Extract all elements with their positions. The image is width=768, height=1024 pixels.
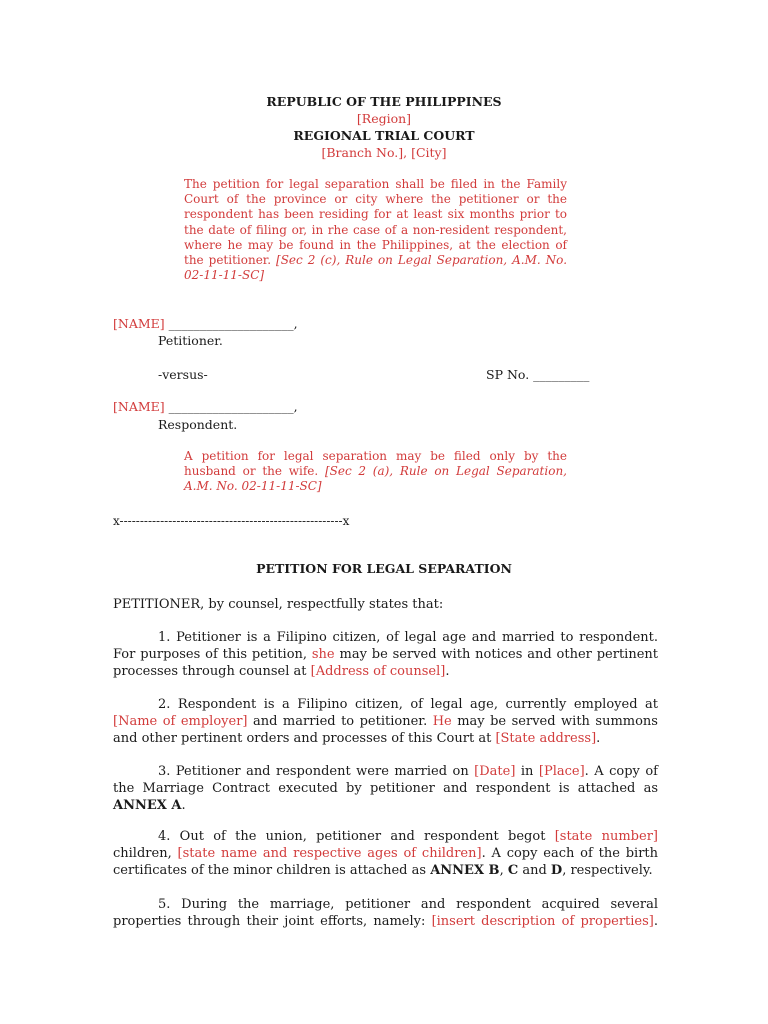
note-filing-venue-text: The petition for legal separation shall be filed in the Family Court of the province or city where the petitioner or the respondent has been residing for at least six months prior to the date of filing or, in rhe case of a non-resident respondent, where he may be found in the Philippines, at the election of the petitioner.	[184, 177, 567, 268]
note-who-may-file	[184, 449, 567, 495]
p4-text-d: , respectively.	[562, 863, 653, 878]
p4-text-b: children,	[113, 846, 178, 861]
caption-divider: x-------------------------------------------------------x	[113, 514, 350, 528]
sp-number: SP No. _________	[486, 367, 590, 382]
paragraph-3	[113, 763, 658, 814]
header-region: [Region]	[356, 111, 412, 126]
petition-title: PETITION FOR LEGAL SEPARATION	[256, 561, 512, 576]
p4-annex-d: D	[550, 863, 563, 878]
petitioner-label: Petitioner.	[158, 333, 223, 348]
p4-text-a: 4. Out of the union, petitioner and respondent begot	[158, 829, 555, 844]
respondent-name-placeholder: [NAME]	[113, 399, 165, 414]
p1-text-c: .	[445, 664, 450, 679]
note-who-may-file-citation: [Sec 2 (a), Rule on Legal Separation, A.M. No. 02-11-11-SC]	[184, 464, 567, 494]
petitioner-name-line	[113, 316, 298, 332]
p4-annex-b: ANNEX B	[430, 863, 500, 878]
header-branch-city: [Branch No.], [City]	[321, 145, 447, 160]
p2-text-d: .	[596, 731, 601, 746]
p3-date: [Date]	[474, 764, 516, 779]
versus-label: -versus-	[158, 367, 208, 382]
p1-address-counsel: [Address of counsel]	[310, 664, 446, 679]
p2-text-a: 2. Respondent is a Filipino citizen, of legal age, currently employed at	[158, 697, 658, 712]
note-filing-venue	[184, 177, 567, 283]
p4-comma: ,	[499, 863, 508, 878]
p2-state-address: [State address]	[495, 731, 597, 746]
note-who-may-file-text: A petition for legal separation may be filed only by the husband or the wife.	[184, 449, 567, 479]
p3-place: [Place]	[538, 764, 585, 779]
p3-text-d: .	[181, 798, 186, 813]
p3-text-b: in	[515, 764, 539, 779]
paragraph-1	[113, 629, 658, 680]
paragraph-5	[113, 896, 658, 930]
p2-text-c: may be served with summons and other pertinent orders and processes of this Court at	[113, 714, 658, 746]
p4-annex-c: C	[507, 863, 519, 878]
p1-text-b: may be served with notices and other pertinent processes through counsel at	[113, 647, 659, 679]
header-court: REGIONAL TRIAL COURT	[293, 128, 475, 143]
p4-children-names: [state name and respective ages of children]	[177, 846, 482, 861]
p5-text-a: 5. During the marriage, petitioner and respondent acquired several properties through their joint efforts, namely:	[113, 897, 658, 929]
p5-properties: [insert description of properties]	[431, 914, 654, 929]
p4-number: [state number]	[554, 829, 658, 844]
p1-pronoun: she	[311, 647, 335, 662]
p4-text-c: . A copy each of the birth certificates of the minor children is attached as	[113, 846, 659, 878]
respondent-name-blank: ____________________,	[164, 399, 298, 414]
petitioner-name-blank: ____________________,	[164, 316, 298, 331]
note-filing-venue-citation: [Sec 2 (c), Rule on Legal Separation, A.M. No. 02-11-11-SC]	[184, 253, 568, 283]
p5-text-b: .	[653, 914, 659, 929]
p4-and: and	[518, 863, 551, 878]
respondent-label: Respondent.	[158, 417, 238, 432]
p3-annex-a: ANNEX A	[113, 798, 182, 813]
petitioner-name-placeholder: [NAME]	[113, 316, 165, 331]
p2-pronoun: He	[432, 714, 452, 729]
paragraph-2	[113, 696, 658, 747]
header-republic: REPUBLIC OF THE PHILIPPINES	[266, 94, 502, 109]
p1-text-a: 1. Petitioner is a Filipino citizen, of legal age and married to respondent. For purposes of this petition,	[113, 630, 658, 662]
respondent-name-line	[113, 399, 298, 415]
p3-text-a: 3. Petitioner and respondent were married on	[158, 764, 475, 779]
p3-text-c: . A copy of the Marriage Contract executed by petitioner and respondent is attached as	[113, 764, 658, 796]
p2-text-b: and married to petitioner.	[247, 714, 433, 729]
paragraph-4	[113, 828, 658, 879]
petition-intro: PETITIONER, by counsel, respectfully states that:	[113, 597, 444, 612]
p2-employer: [Name of employer]	[113, 714, 248, 729]
